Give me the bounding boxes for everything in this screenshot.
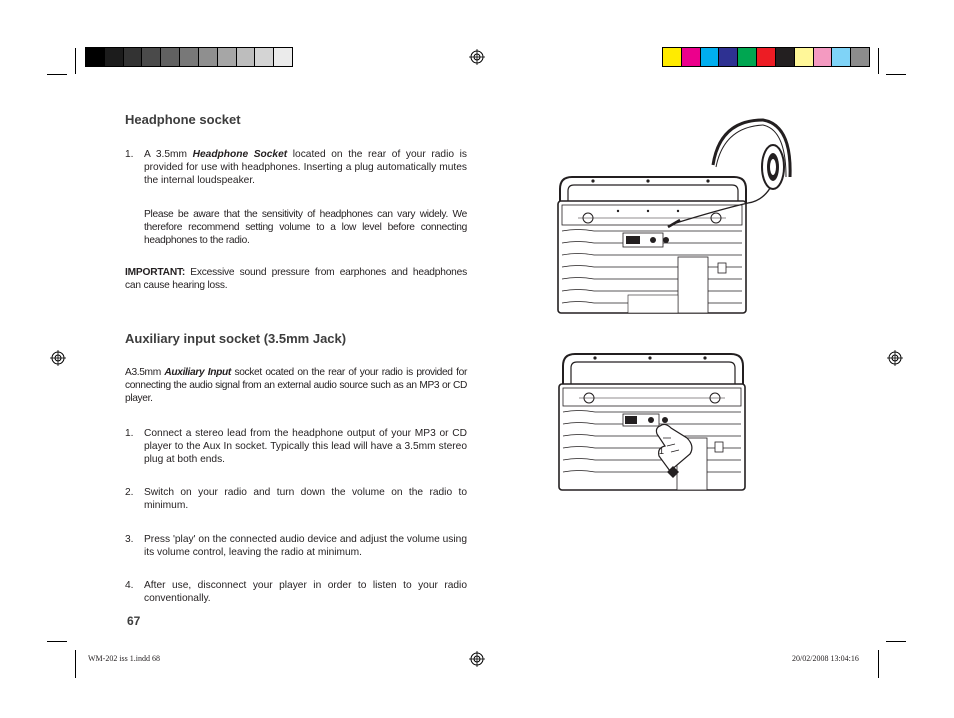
list-number: 4. (125, 580, 134, 591)
gray-swatch (274, 48, 292, 66)
color-swatch (832, 48, 851, 66)
headphone-step-1 (144, 148, 467, 187)
process-color-bar (662, 47, 870, 67)
crop-mark (878, 650, 879, 678)
gray-swatch (237, 48, 256, 66)
gray-swatch (180, 48, 199, 66)
color-swatch (814, 48, 833, 66)
text-run: Excessive sound pressure from earphones and headphones can cause hearing loss. (125, 267, 467, 291)
color-swatch (682, 48, 701, 66)
list-number: 2. (125, 487, 134, 498)
crop-mark (886, 74, 906, 75)
gray-swatch (199, 48, 218, 66)
text-run: A3.5mm (125, 367, 165, 378)
grayscale-color-bar (85, 47, 293, 67)
list-number: 1. (125, 428, 134, 439)
color-swatch (738, 48, 757, 66)
important-warning (125, 266, 467, 292)
color-swatch (663, 48, 682, 66)
color-swatch (757, 48, 776, 66)
crop-mark (886, 641, 906, 642)
registration-mark-icon (469, 651, 485, 667)
text-run: socket ocated on the rear of your radio is provided for connecting the audio signal from an external audio source such as an MP3 or CD player. (125, 367, 468, 404)
registration-mark-icon (887, 350, 903, 366)
crop-mark (75, 650, 76, 678)
color-swatch (701, 48, 720, 66)
aux-step-3: Press 'play' on the connected audio device and adjust the volume using its volume control, leaving the radio at minimum. (144, 534, 467, 558)
aux-step-1: Connect a stereo lead from the headphone output of your MP3 or CD player to the Aux In socket. Typically this lead will have a 3.5mm stereo plug at both ends. (144, 428, 467, 465)
gray-swatch (161, 48, 180, 66)
text-run: located on the rear of your radio is provided for use with headphones. Inserting a plug automatically mutes the internal loudspeaker. (144, 149, 467, 186)
bold-term: Auxiliary Input (164, 367, 231, 378)
crop-mark (878, 48, 879, 74)
text-run: A 3.5mm (144, 149, 193, 160)
slug-timestamp: 20/02/2008 13:04:16 (792, 654, 859, 663)
registration-mark-icon (50, 350, 66, 366)
aux-intro (125, 366, 467, 405)
color-swatch (795, 48, 814, 66)
color-swatch (719, 48, 738, 66)
slug-filename: WM-202 iss 1.indd 68 (88, 654, 160, 663)
callout-number: 1 (659, 446, 665, 456)
important-label: IMPORTANT: (125, 267, 186, 278)
registration-mark-icon (469, 49, 485, 65)
crop-mark (75, 48, 76, 74)
list-number: 3. (125, 534, 134, 545)
color-swatch (776, 48, 795, 66)
radio-headphones-illustration (548, 115, 798, 320)
section-heading-aux: Auxiliary input socket (3.5mm Jack) (125, 331, 347, 346)
gray-swatch (255, 48, 274, 66)
gray-swatch (105, 48, 124, 66)
gray-swatch (218, 48, 237, 66)
list-number: 1. (125, 149, 134, 160)
color-swatch (851, 48, 869, 66)
section-heading-headphone: Headphone socket (125, 112, 241, 127)
gray-swatch (142, 48, 161, 66)
gray-swatch (124, 48, 143, 66)
aux-step-4: After use, disconnect your player in order to listen to your radio conventionally. (144, 580, 467, 604)
bold-term: Headphone Socket (192, 149, 288, 160)
headphone-note: Please be aware that the sensitivity of headphones can vary widely. We therefore recommend setting volume to a low level before connecting headphones to the radio. (144, 209, 467, 246)
crop-mark (47, 74, 67, 75)
aux-step-2: Switch on your radio and turn down the volume on the radio to minimum. (144, 487, 467, 511)
radio-aux-input-illustration (555, 346, 755, 496)
crop-mark (47, 641, 67, 642)
gray-swatch (86, 48, 105, 66)
page-number: 67 (127, 614, 141, 628)
